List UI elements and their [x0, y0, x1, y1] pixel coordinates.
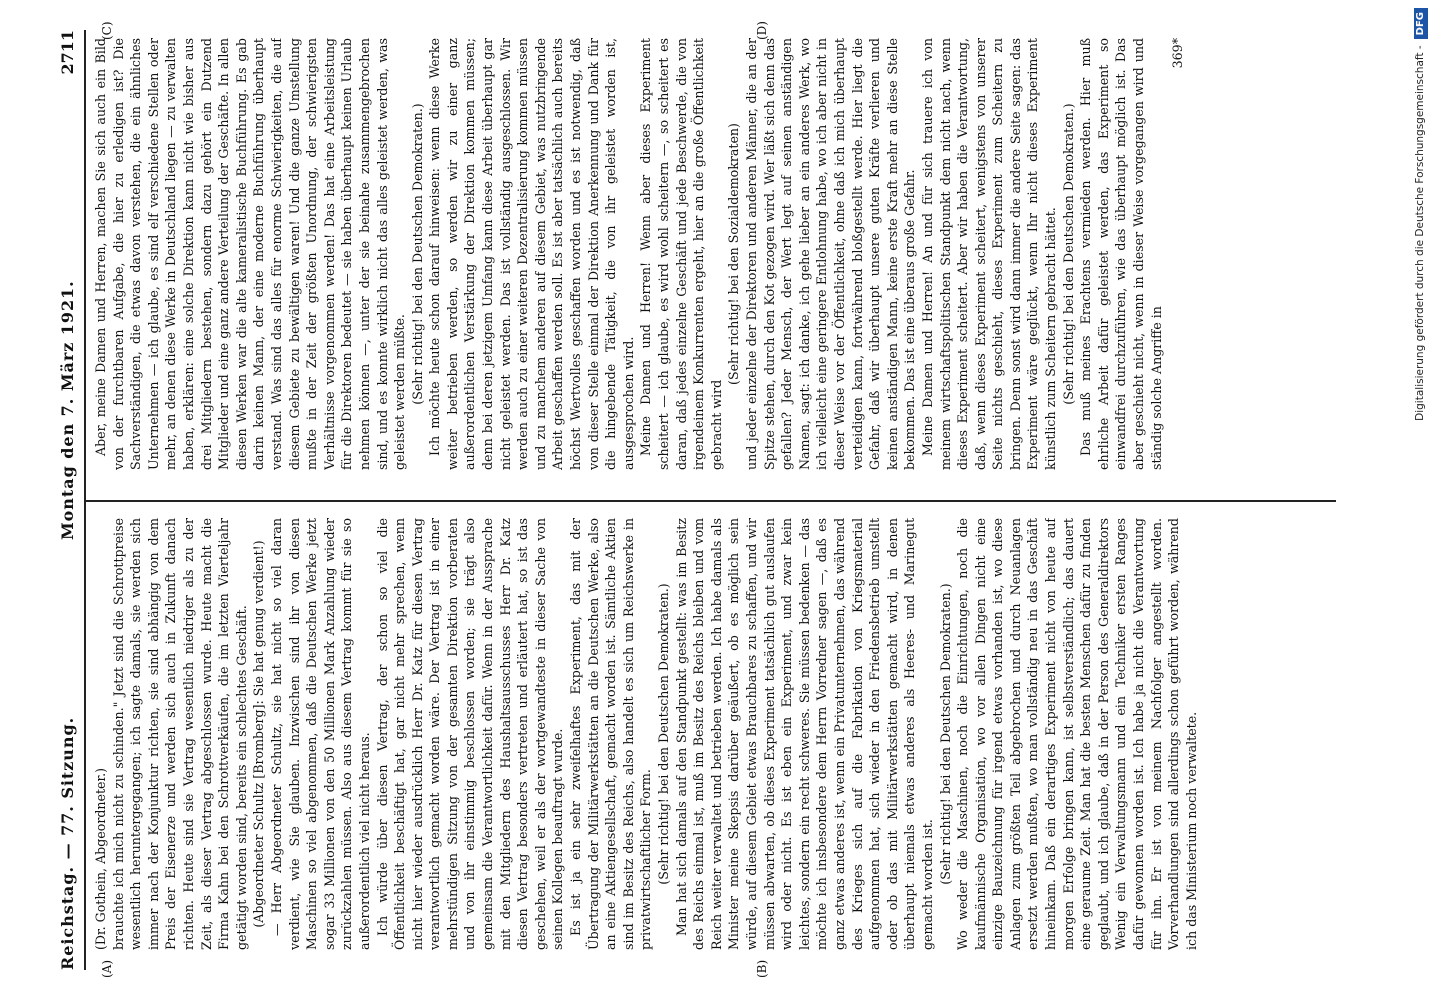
margin-mark-b: (B): [755, 959, 769, 978]
header-left: Reichstag. — 77. Sitzung.: [58, 716, 77, 970]
margin-mark-a: (A): [100, 959, 114, 978]
digitization-stamp: [1410, 8, 1430, 988]
page-header: [58, 30, 84, 970]
paragraph: Wo weder die Maschinen, noch die Einrichtungen, noch die kaufmännische Organisation, wo vor allen Dingen nicht eine einzige Bauzeichnung für irgend etwas vorhanden ist, wo diese Anlagen zum größten Teil abgebrochen und durch Neuanlagen ersetzt werden mußten, wo man vollständig neu in das Geschäft hineinkam. Daß ein derartiges Experiment nicht von heute auf morgen Erfolge bringen kann, ist selbstverständlich; das dauert eine geraume Zeit. Man hat die besten Menschen dafür zu finden geglaubt, und ich glaube, daß in der Person des Generaldirektors Wenig ein Verwaltungsmann und ein Techniker ersten Ranges dafür gewonnen worden ist. Ich habe ja nicht die Verantwortung für ihn. Er ist von meinem Nachfolger angestellt worden. Vorverhandlungen sind allerdings schon geführt worden, während ich das Ministerium noch verwaltete.: [955, 518, 1199, 950]
column-right: [92, 38, 1332, 470]
dfg-logo: DFG: [1414, 8, 1428, 39]
stamp-text: Digitalisierung gefördert durch die Deutsche Forschungsgemeinschaft -: [1414, 45, 1426, 421]
column-left: [92, 518, 1332, 950]
paragraph: Es ist ja ein sehr zweifelhaftes Experiment, das mit der Übertragung der Militärwerkstätten an die Deutschen Werke, also an eine Aktiengesellschaft, gemacht worden ist. Sämtliche Aktien sind im Besitz des Reichs, also handelt es sich um Reichswerke in privatwirtschaftlicher Form.: [568, 518, 654, 950]
paragraph: Meine Damen und Herren! Wenn aber dieses Experiment scheitert — ich glaube, es wird wohl scheitern —, so scheitert es daran, daß jedes einzelne Geschäft und jede Beschwerde, die von irgendeinem Konkurrenten ergeht, hier an die große Öffentlichkeit gebracht wird: [638, 38, 724, 470]
interjection: (Sehr richtig! bei den Deutschen Demokraten.): [656, 583, 671, 885]
paragraph: Man hat sich damals auf den Standpunkt gestellt: was im Besitz des Reichs einmal ist, muß im Besitz des Reichs bleiben und vom Reich weiter verwaltet und betrieben werden. Ich habe damals als Minister meine Skepsis darüber geäußert, ob es möglich sein würde, auf diesem Gebiet etwas Brauchbares zu schaffen, und wir müssen abwarten, ob dieses Experiment tatsächlich gut auslaufen wird oder nicht. Es ist eben ein Experiment, und zwar kein leichtes, sondern ein recht schweres. Sie müssen bedenken — das möchte ich insbesondere dem Herrn Vorredner sagen —, daß es ganz etwas anderes ist, wenn ein Privatunternehmen, das während des Krieges sich auf die Fabrikation von Kriegsmaterial aufgenommen hat, sich wieder in den Friedensbetrieb umstellt oder ob das mit Militärwerkstätten gemacht wird, in denen überhaupt niemals etwas anderes als Heeres- und Marinegut gemacht worden ist.: [673, 518, 935, 950]
paragraph: — Herr Abgeordneter Schultz, sie hat nicht so viel daran verdient, wie Sie glauben. Inzwischen sind ihr von diesen Maschinen so viel abgenommen, daß die Deutschen Werke jetzt sogar 33 Millionen von den 50 Millionen Mark Anzahlung wieder zurückzahlen müssen. Also aus diesem Vertrag kommt für sie so außerordentlich viel nicht heraus.: [268, 518, 372, 950]
paragraph: Ich möchte heute schon darauf hinweisen: wenn diese Werke weiter betrieben werden, so werden wir zu einer ganz außerordentlichen Verstärkung der Direktion kommen müssen; denn bei deren jetzigem Umfang kann diese Arbeit überhaupt gar nicht geleistet werden. Das ist vollständig ausgeschlossen. Wir werden auch zu einer weiteren Dezentralisierung kommen müssen und zu manchem anderen auf diesem Gebiet, was nutzbringende Arbeit geschaffen werden soll. Es ist aber tatsächlich auch bereits höchst Wertvolles geschaffen worden und es ist notwendig, daß von dieser Stelle einmal der Direktion Anerkennung und Dank für die hingebende Tätigkeit, die von ihr geleistet worden ist, ausgesprochen wird.: [427, 38, 636, 470]
margin-mark-d: (D): [755, 21, 769, 40]
paragraph: brauchte ich mich nicht zu schinden." Jetzt sind die Schrottpreise wesentlich heruntergegangen; ich sagte damals, sie werden sich immer nach der Konjunktur richten, sie sind abhängig von dem Preis der Eisenerze und werden sich auch in Zukunft danach richten. Heute sind sie Vertrag wesentlich niedriger als zu der Zeit, als dieser Vertrag abgeschlossen wurde. Heute macht die Firma Kahn bei den Schrottverkäufen, die im letzten Vierteljahr getätigt worden sind, bereits ein schlechtes Geschäft.: [110, 518, 249, 950]
interjection: (Sehr richtig! bei den Sozialdemokraten): [726, 123, 742, 385]
newspaper-page: [50, 0, 1380, 1000]
paragraph: Meine Damen und Herren! An und für sich trauere ich von meinem wirtschaftspolitischen Standpunkt dem nicht nach, wenn dieses Experiment scheitert. Aber wir haben die Verantwortung, daß, wenn dieses Experiment scheitert, wenigstens von unserer Seite nichts geschieht, dieses Experiment zum Scheitern zu bringen. Denn sonst wird dann immer die andere Seite sagen: das Experiment wäre geglückt, wenn Ihr nicht dieses Experiment künstlich zum Scheitern gebracht hättet.: [919, 38, 1059, 470]
speaker-line: (Dr. Gothein, Abgeordneter.): [93, 767, 108, 950]
paragraph: und jeder einzelne der Direktoren und anderen Männer, die an der Spitze stehen, durch den Kot gezogen wird. Wer läßt sich denn das gefallen? Jeder Mensch, der Wert legt auf seinen anständigen Namen, sagt: ich danke, ich gehe lieber an ein anderes Werk, wo ich vielleicht eine geringere Entlohnung habe, wo ich aber nicht in dieser Weise vor der Öffentlichkeit, ohne daß ich mich überhaupt verteidigen kann, fortwährend bloßgestellt werde. Hier liegt die Gefahr, daß wir überhaupt unsere guten Kräfte verlieren und keinen anständigen Mann, keine erste Kraft mehr an diese Stelle bekommen. Das ist eine überaus große Gefahr.: [743, 38, 918, 470]
paragraph: Ich würde über diesen Vertrag, der schon so viel die Öffentlichkeit beschäftigt hat, gar nicht mehr sprechen, wenn nicht hier wieder ausdrücklich Herr Dr. Katz für diesen Vertrag verantwortlich gemacht worden wäre. Der Vertrag ist in einer mehrstündigen Sitzung von der gesamten Direktion vorberaten und von ihr einstimmig beschlossen worden; sie trägt also gemeinsam die Verantwortlichkeit dafür. Wenn in der Aussprache mit den Mitgliedern des Haushaltsausschusses Herr Dr. Katz diesen Vertrag besonders vertreten und erläutert hat, so ist das geschehen, weil er als der wortgewandteste in dieser Sache von seinen Kollegen beauftragt wurde.: [374, 518, 566, 950]
column-divider: [86, 500, 1336, 502]
interjection: (Sehr richtig! bei den Deutschen Demokraten.): [937, 583, 953, 885]
page-number: 2711: [58, 30, 77, 75]
interjection: (Abgeordneter Schultz [Bromberg]: Sie hat genug verdient!): [251, 540, 267, 928]
margin-mark-c: (C): [100, 21, 114, 40]
interjection: (Sehr richtig! bei den Deutschen Demokraten.): [409, 103, 425, 405]
header-date: Montag den 7. März 1921.: [58, 280, 77, 540]
paragraph: Das muß meines Erachtens vermieden werden. Hier muß ehrliche Arbeit dafür geleistet werden, das Experiment so einwandfrei durchzuführen, wie das überhaupt möglich ist. Das aber geschieht nicht, wenn in dieser Weise vorgegangen wird und ständig solche Angriffe in: [1078, 38, 1164, 470]
interjection: (Sehr richtig! bei den Deutschen Demokraten.): [1060, 103, 1076, 405]
page-signature: 369*: [1170, 38, 1186, 69]
paragraph: Aber, meine Damen und Herren, machen Sie sich auch ein Bild von der furchtbaren Aufgabe, die hier zu erledigen ist? Die Sachverständigen, die etwas davon verstehen, die ein ähnliches Unternehmen — ich glaube, es sind elf verschiedene Stellen oder mehr, an denen diese Werke in Deutschland liegen — zu verwalten haben, erklären: eine solche Direktion kann nicht wie bisher aus drei Mitgliedern bestehen, sondern dazu gehört ein Dutzend Mitglieder und eine ganz andere Verteilung der Geschäfte. In allen diesen Werken war die alte kameralistische Buchführung. Es gab darin keinen Mann, der eine moderne Buchführung überhaupt verstand. Was sind das alles für enorme Schwierigkeiten, die auf diesem Gebiete zu bewältigen waren! Und die ganze Umstellung mußte in der Zeit der größten Unordnung, der schwierigsten Verhältnisse vorgenommen werden! Das hat eine Arbeitsleistung für die Direktoren bedeutet — sie haben überhaupt keinen Urlaub nehmen können —, unter der sie beinahe zusammengebrochen sind, und es konnte wirklich nicht das alles geleistet werden, was geleistet werden müßte.: [93, 38, 408, 470]
